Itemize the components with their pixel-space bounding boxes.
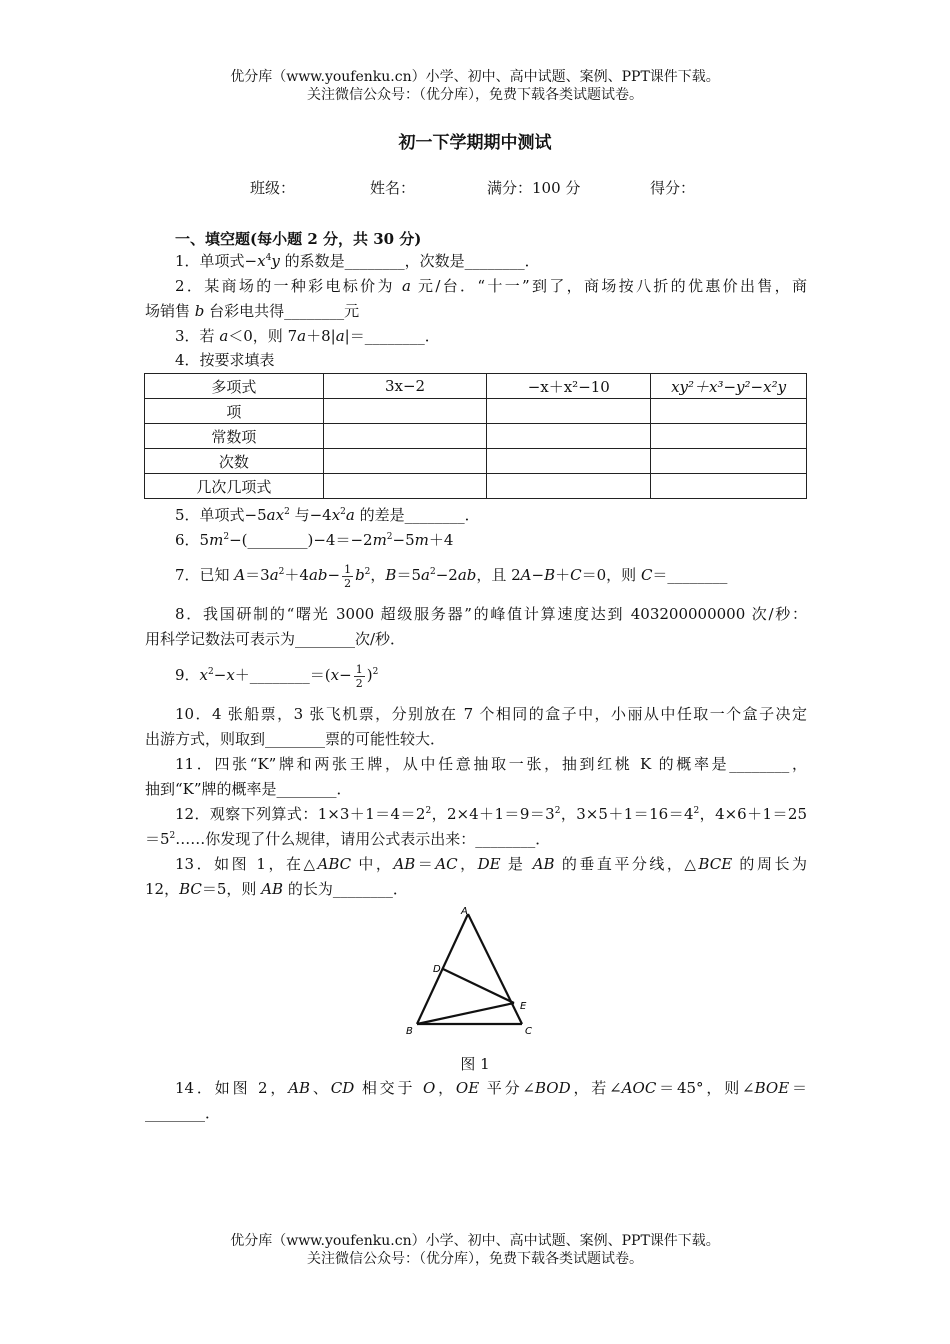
score-label: 得分： xyxy=(650,179,696,197)
question-11-line-1: 11．四张“K”牌和两张王牌，从中任意抽取一张，抽到红桃 K 的概率是________， xyxy=(175,755,807,773)
header-line-2: 关注微信公众号：（优分库），免费下载各类试题试卷。 xyxy=(307,87,643,103)
question-9: 9．$x^2-x+\_\_\_\_\_\_\_\_=(x-$ $\frac{1}{2}$ )$^2$ xyxy=(175,662,379,690)
question-2-line-2: 场销售 b 台彩电共得________元 xyxy=(145,302,360,320)
question-5: 5．单项式$-5ax^2$ 与$-4x^2a$ 的差是________． xyxy=(175,506,480,524)
question-8-line-2: 用科学记数法可表示为________次/秒． xyxy=(145,630,406,648)
question-13-line-1: 13．如图 1，在△ABC 中，AB＝AC，DE 是 AB 的垂直平分线，△BCE 的周长为 xyxy=(175,855,807,873)
name-label: 姓名： xyxy=(370,179,416,197)
figure-1-triangle xyxy=(400,902,550,1042)
table-cell[interactable] xyxy=(323,474,487,499)
question-10-line-1: 10．4 张船票，3 张飞机票，分别放在 7 个相同的盒子中，小丽从中任取一个盒子决定 xyxy=(175,705,807,723)
table-cell[interactable] xyxy=(651,399,807,424)
table-cell[interactable] xyxy=(487,449,651,474)
table-cell: 3x−2 xyxy=(323,374,487,399)
question-11-line-2: 抽到“K”牌的概率是________． xyxy=(145,780,352,798)
label-b: B xyxy=(406,1026,413,1037)
fraction: $\frac{1}{2}$ xyxy=(355,662,363,690)
table-cell: 项 xyxy=(145,399,324,424)
side-ab xyxy=(417,914,468,1024)
table-cell: 常数项 xyxy=(145,424,324,449)
section-heading: 一、填空题(每小题 2 分，共 30 分) xyxy=(175,230,422,248)
table-cell: xy²＋x³−y²−x²y xyxy=(651,374,807,399)
question-14-line-1: 14．如图 2，AB、CD 相交于 O，OE 平分∠BOD，若∠AOC＝45°，则∠BOE＝ xyxy=(175,1079,807,1097)
question-13-line-2: 12，BC＝5，则 AB 的长为________． xyxy=(145,880,408,898)
table-cell[interactable] xyxy=(323,449,487,474)
polynomial-table xyxy=(144,373,807,499)
question-14-line-2: ________． xyxy=(145,1104,221,1122)
table-row xyxy=(145,449,807,474)
question-12-line-2: $=5^2\dots\dots$你发现了什么规律，请用公式表示出来：________． xyxy=(145,830,551,848)
table-row xyxy=(145,399,807,424)
table-cell: 几次几项式 xyxy=(145,474,324,499)
table-cell[interactable] xyxy=(487,424,651,449)
label-a: A xyxy=(461,906,468,917)
table-cell: −x＋x²−10 xyxy=(487,374,651,399)
table-row xyxy=(145,424,807,449)
table-cell: 次数 xyxy=(145,449,324,474)
footer-line-1: 优分库（www.youfenku.cn）小学、初中、高中试题、案例、PPT课件下载。 xyxy=(230,1233,720,1249)
question-12-line-1: 12．观察下列算式：$1\times 3+1=4=2^2$，$2\times 4+1=9=3^2$，$3\times 5+1=16=4^2$，4×6＋1＝25 xyxy=(175,805,807,823)
table-cell: 多项式 xyxy=(145,374,324,399)
full-marks-label: 满分：100 分 xyxy=(487,179,581,197)
question-4: 4．按要求填表 xyxy=(175,351,275,369)
question-10-line-2: 出游方式，则取到________票的可能性较大． xyxy=(145,730,446,748)
figure-1-caption: 图 1 xyxy=(460,1055,490,1073)
question-6: 6．$5m^2-(\_\_\_\_\_\_\_\_)-4=-2m^2-5m+4$ xyxy=(175,531,454,549)
question-1: 1．单项式$-x^4y$ 的系数是________，次数是________． xyxy=(175,252,540,270)
table-row xyxy=(145,374,807,399)
question-7: 7．已知 $A=3a^2+4ab-$ $\frac{1}{2}$ $b^2$，$B=5a^2-2ab$，且 2A−B＋C＝0，则 C＝________ xyxy=(175,562,728,590)
question-2-line-1: 2．某商场的一种彩电标价为 a 元/台．“十一”到了，商场按八折的优惠价出售，商 xyxy=(175,277,807,295)
label-d: D xyxy=(433,964,441,975)
table-cell[interactable] xyxy=(487,474,651,499)
footer-line-2: 关注微信公众号：（优分库），免费下载各类试题试卷。 xyxy=(307,1251,643,1267)
page-title: 初一下学期期中测试 xyxy=(398,133,552,153)
question-3: 3．若 a＜0，则 7a＋8|a|＝________． xyxy=(175,327,440,345)
table-cell[interactable] xyxy=(487,399,651,424)
table-cell[interactable] xyxy=(651,449,807,474)
segment-be xyxy=(417,1003,514,1024)
label-c: C xyxy=(525,1026,532,1037)
table-cell[interactable] xyxy=(323,424,487,449)
question-8-line-1: 8．我国研制的“曙光 3000 超级服务器”的峰值计算速度达到 403200000000 次/秒： xyxy=(175,605,807,623)
table-row xyxy=(145,474,807,499)
table-cell[interactable] xyxy=(651,474,807,499)
label-e: E xyxy=(520,1001,527,1012)
header-line-1: 优分库（www.youfenku.cn）小学、初中、高中试题、案例、PPT课件下载。 xyxy=(230,69,720,85)
table-cell[interactable] xyxy=(323,399,487,424)
table-cell[interactable] xyxy=(651,424,807,449)
class-label: 班级： xyxy=(250,179,296,197)
fraction: $\frac{1}{2}$ xyxy=(344,562,352,590)
